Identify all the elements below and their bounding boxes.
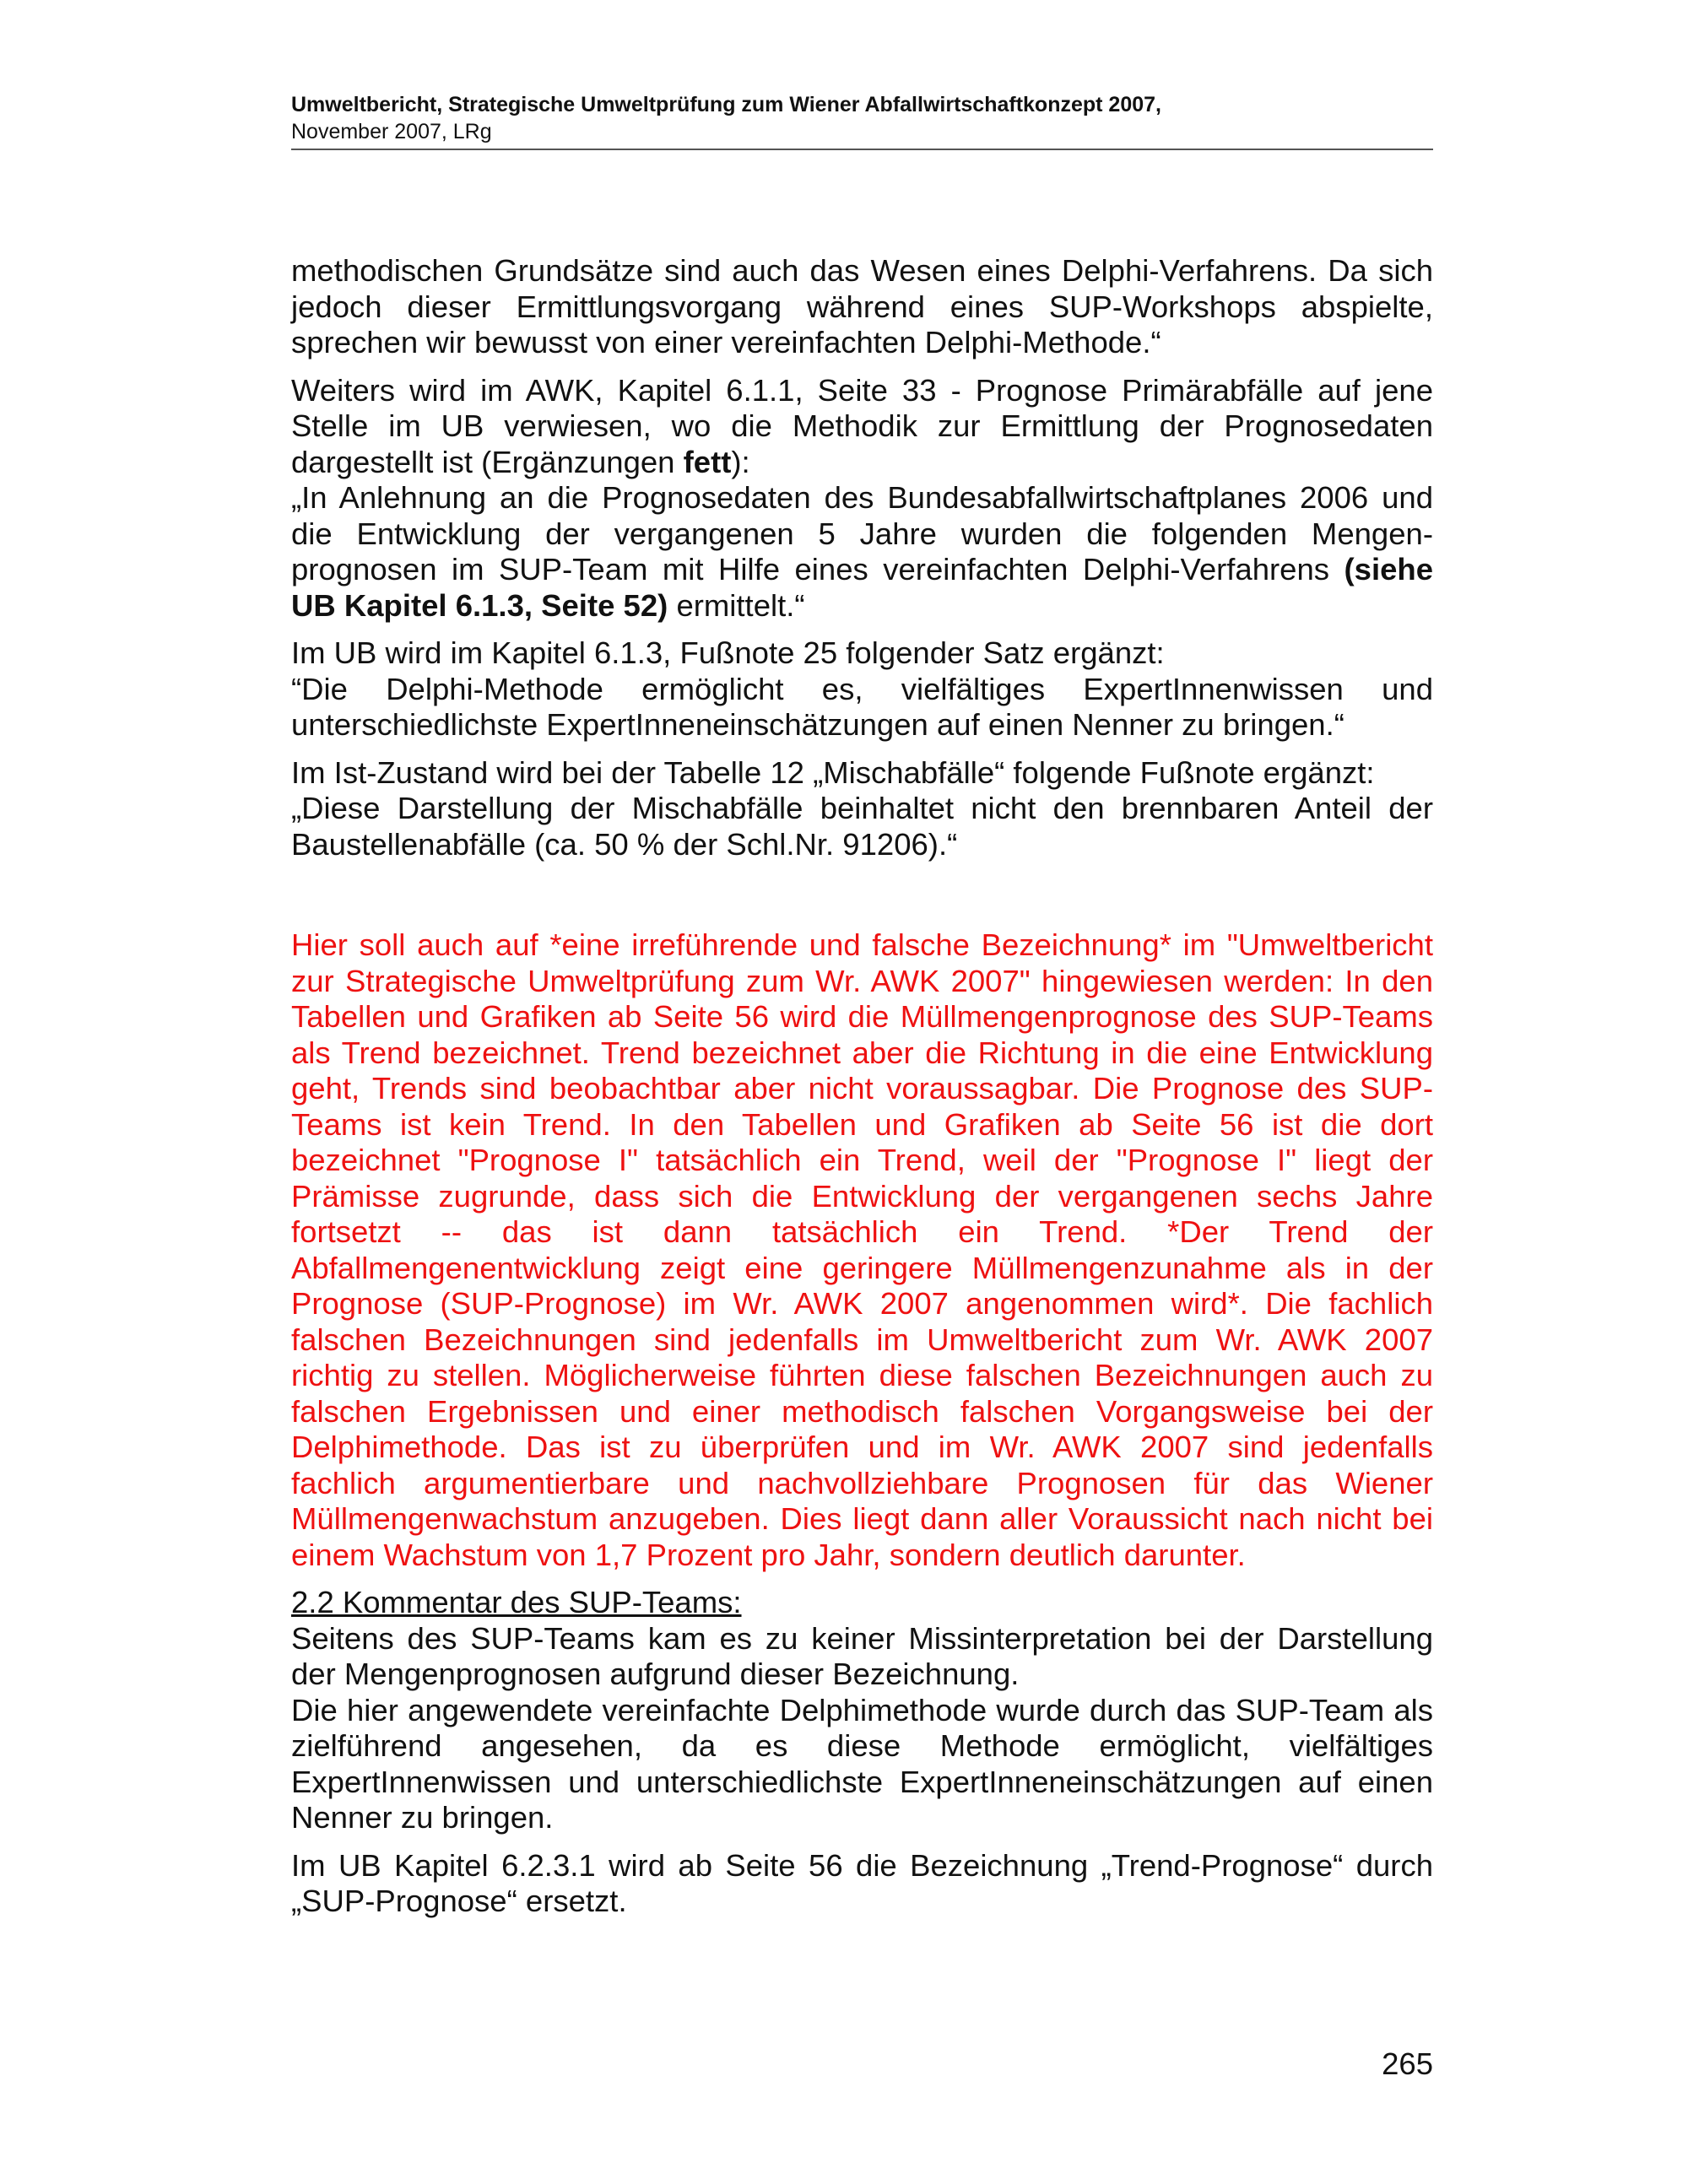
paragraph-7-quote: „Diese Darstellung der Mischabfälle beinhaltet nicht den brennbaren Anteil der Baustellenabfälle (ca. 50 % der Schl.Nr. 91206).“ [291, 791, 1433, 862]
section-paragraph-3: Im UB Kapitel 6.2.3.1 wird ab Seite 56 die Bezeichnung „Trend-Prognose“ durch „SUP-Prognose“ ersetzt. [291, 1847, 1433, 1918]
section-paragraph-2: Die hier angewendete vereinfachte Delphimethode wurde durch das SUP-Team als zielführend angesehen, da es diese Methode ermöglicht, vielfältiges ExpertInnenwissen und unterschiedlichste ExpertInneneinschätzungen auf einen Nenner zu bringen. [291, 1692, 1433, 1835]
page-header [291, 91, 1433, 150]
section-paragraph-1: Seitens des SUP-Teams kam es zu keiner Missinterpretation bei der Darstellung der Mengenprognosen aufgrund dieser Bezeichnung. [291, 1620, 1433, 1691]
paragraph-3-bold: (siehe UB Kapitel 6.1.3, Seite 52) [291, 552, 1433, 623]
section-heading: 2.2 Kommentar des SUP-Teams: [291, 1585, 742, 1619]
paragraph-3-quote [291, 480, 1433, 624]
paragraph-6: Im Ist-Zustand wird bei der Tabelle 12 „Mischabfälle“ folgende Fußnote ergänzt: [291, 754, 1375, 790]
paragraph-3-text: „In Anlehnung an die Prognosedaten des Bundesabfallwirtschaftplanes 2006 und die Entwicklung der vergangenen 5 Jahre wurden die folgenden Mengen-prognosen im SUP-Team mit Hilfe eines vereinfachten Delphi-Verfahrens [291, 480, 1433, 587]
header-subtitle: November 2007, LRg [291, 120, 492, 143]
paragraph-1: methodischen Grundsätze sind auch das Wesen eines Delphi-Verfahrens. Da sich jedoch dieser Ermittlungsvorgang während eines SUP-Workshops abspielte, sprechen wir bewusst von einer vereinfachten Delphi-Methode.“ [291, 253, 1433, 359]
paragraph-2-bold: fett [683, 444, 732, 479]
paragraph-3-end: ermittelt.“ [668, 587, 805, 623]
paragraph-2 [291, 373, 1433, 481]
paragraph-2-end: ): [731, 444, 750, 479]
paragraph-4: Im UB wird im Kapitel 6.1.3, Fußnote 25 folgender Satz ergänzt: [291, 635, 1165, 670]
paragraph-2-text: Weiters wird im AWK, Kapitel 6.1.1, Seite 33 - Prognose Primärabfälle auf jene Stelle im UB verwiesen, wo die Methodik zur Ermittlung der Prognosedaten dargestellt ist (Ergänzungen [291, 372, 1433, 479]
header-title: Umweltbericht, Strategische Umweltprüfung zum Wiener Abfallwirtschaftkonzept 2007, [291, 93, 1161, 116]
red-comment-paragraph: Hier soll auch auf *eine irreführende und falsche Bezeichnung* im "Umweltbericht zur Strategische Umweltprüfung zum Wr. AWK 2007" hingewiesen werden: In den Tabellen und Grafiken ab Seite 56 wird die Müllmengenprognose des SUP-Teams als Trend bezeichnet. Trend bezeichnet aber die Richtung in die eine Entwicklung geht, Trends sind beobachtbar aber nicht voraussagbar. Die Prognose des SUP-Teams ist kein Trend. In den Tabellen und Grafiken ab Seite 56 ist die dort bezeichnet "Prognose I" tatsächlich ein Trend, weil der "Prognose I" liegt der Prämisse zugrunde, dass sich die Entwicklung der vergangenen sechs Jahre fortsetzt -- das ist dann tatsächlich ein Trend. *Der Trend der Abfallmengenentwicklung zeigt eine geringere Müllmengenzunahme als in der Prognose (SUP-Prognose) im Wr. AWK 2007 angenommen wird*. Die fachlich falschen Bezeichnungen sind jedenfalls im Umweltbericht zum Wr. AWK 2007 richtig zu stellen. Möglicherweise führten diese falschen Bezeichnungen auch zu falschen Ergebnissen und einer methodisch falschen Vorgangsweise bei der Delphimethode. Das ist zu überprüfen und im Wr. AWK 2007 sind jedenfalls fachlich argumentierbare und nachvollziehbare Prognosen für das Wiener Müllmengenwachstum anzugeben. Dies liegt dann aller Voraussicht nach nicht bei einem Wachstum von 1,7 Prozent pro Jahr, sondern deutlich darunter. [291, 927, 1433, 1572]
paragraph-5-quote: “Die Delphi-Methode ermöglicht es, vielfältiges ExpertInnenwissen und unterschiedlichste ExpertInneneinschätzungen auf einen Nenner zu bringen.“ [291, 671, 1433, 742]
page-number: 265 [1382, 2046, 1433, 2081]
body-text [291, 253, 1433, 1932]
